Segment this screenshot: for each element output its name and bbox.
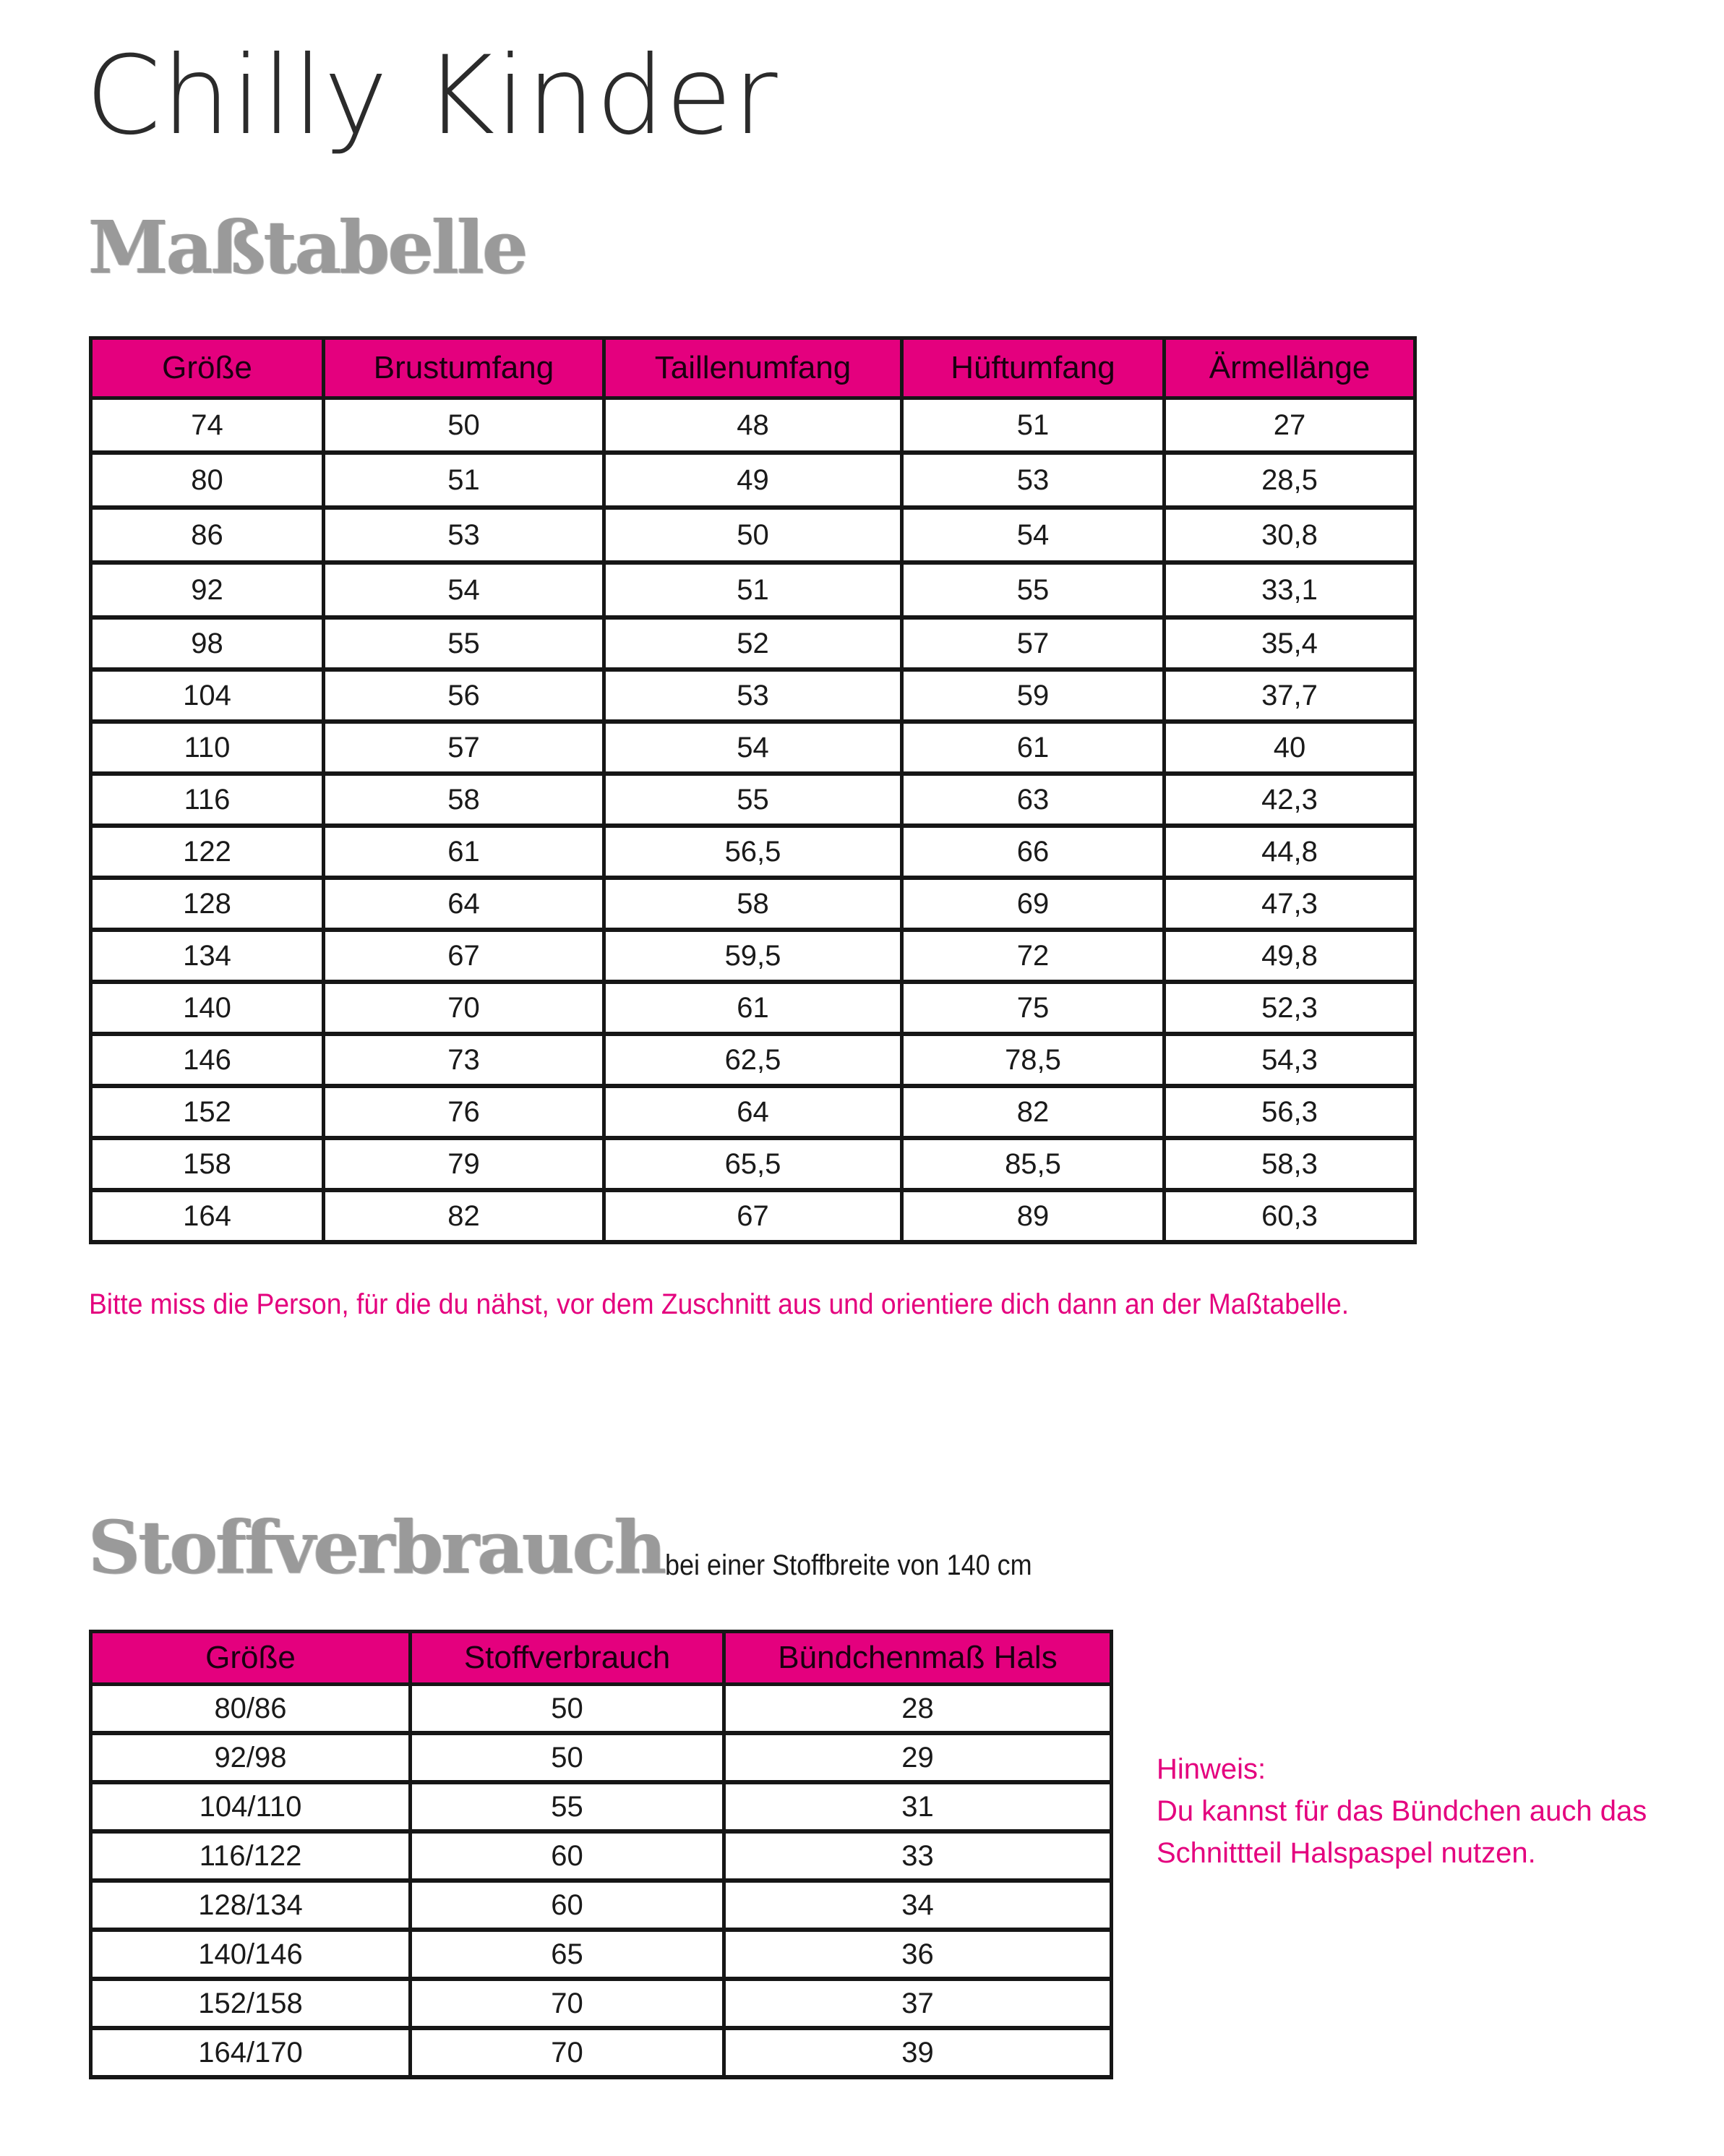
document-title: Chilly Kinder <box>85 33 779 159</box>
cell-stoffverbrauch: 65 <box>411 1930 724 1979</box>
table-row <box>91 508 1415 562</box>
column-header-stoffverbrauch: Stoffverbrauch <box>411 1632 724 1685</box>
cell-hueftumfang: 61 <box>902 722 1165 774</box>
hint-label: Hinweis: <box>1157 1753 1266 1785</box>
cell-groesse: 92 <box>91 562 324 617</box>
cell-brustumfang: 53 <box>324 508 604 562</box>
cell-stoffverbrauch: 50 <box>411 1685 724 1734</box>
cell-hueftumfang: 89 <box>902 1190 1165 1242</box>
cell-groesse: 140/146 <box>91 1930 411 1979</box>
cell-groesse: 98 <box>91 617 324 670</box>
cell-taillenumfang: 62,5 <box>604 1034 902 1086</box>
size-chart-header-row <box>91 338 1415 398</box>
cell-stoffverbrauch: 70 <box>411 2028 724 2077</box>
cell-buendchenmass-hals: 29 <box>724 1733 1112 1782</box>
table-row <box>91 1685 1112 1734</box>
cell-brustumfang: 51 <box>324 453 604 508</box>
cell-groesse: 116/122 <box>91 1831 411 1881</box>
column-header-taillenumfang: Taillenumfang <box>604 338 902 398</box>
fabric-width-subheading: bei einer Stoffbreite von 140 cm <box>665 1549 1032 1581</box>
cell-brustumfang: 73 <box>324 1034 604 1086</box>
table-row <box>91 1733 1112 1782</box>
cell-stoffverbrauch: 55 <box>411 1782 724 1831</box>
cell-taillenumfang: 54 <box>604 722 902 774</box>
table-row <box>91 1138 1415 1190</box>
cell-stoffverbrauch: 60 <box>411 1881 724 1930</box>
cell-hueftumfang: 72 <box>902 930 1165 982</box>
cell-brustumfang: 61 <box>324 826 604 878</box>
cell-aermellaenge: 30,8 <box>1165 508 1415 562</box>
table-row <box>91 1930 1112 1979</box>
cell-brustumfang: 64 <box>324 878 604 930</box>
cell-taillenumfang: 48 <box>604 398 902 453</box>
cell-brustumfang: 58 <box>324 774 604 826</box>
table-row <box>91 826 1415 878</box>
column-header-groesse: Größe <box>91 1632 411 1685</box>
cell-stoffverbrauch: 60 <box>411 1831 724 1881</box>
column-header-brustumfang: Brustumfang <box>324 338 604 398</box>
cell-taillenumfang: 55 <box>604 774 902 826</box>
hint-line: Du kannst für das Bündchen auch das <box>1157 1795 1647 1827</box>
cell-taillenumfang: 59,5 <box>604 930 902 982</box>
cell-groesse: 152/158 <box>91 1979 411 2028</box>
table-row <box>91 1034 1415 1086</box>
table-row <box>91 2028 1112 2077</box>
cell-aermellaenge: 60,3 <box>1165 1190 1415 1242</box>
cell-hueftumfang: 82 <box>902 1086 1165 1138</box>
cell-aermellaenge: 28,5 <box>1165 453 1415 508</box>
cell-aermellaenge: 49,8 <box>1165 930 1415 982</box>
table-row <box>91 1086 1415 1138</box>
table-row <box>91 1979 1112 2028</box>
fabric-usage-heading: Stoffverbrauch <box>88 1505 665 1590</box>
cell-hueftumfang: 51 <box>902 398 1165 453</box>
column-header-buendchenmass-hals: Bündchenmaß Hals <box>724 1632 1112 1685</box>
cell-groesse: 164 <box>91 1190 324 1242</box>
cell-stoffverbrauch: 50 <box>411 1733 724 1782</box>
cell-aermellaenge: 33,1 <box>1165 562 1415 617</box>
cell-buendchenmass-hals: 34 <box>724 1881 1112 1930</box>
cell-taillenumfang: 65,5 <box>604 1138 902 1190</box>
cell-groesse: 92/98 <box>91 1733 411 1782</box>
cell-aermellaenge: 40 <box>1165 722 1415 774</box>
cell-aermellaenge: 47,3 <box>1165 878 1415 930</box>
column-header-aermellaenge: Ärmellänge <box>1165 338 1415 398</box>
cell-groesse: 110 <box>91 722 324 774</box>
cell-stoffverbrauch: 70 <box>411 1979 724 2028</box>
cell-hueftumfang: 55 <box>902 562 1165 617</box>
table-row <box>91 1782 1112 1831</box>
cell-hueftumfang: 85,5 <box>902 1138 1165 1190</box>
cell-hueftumfang: 54 <box>902 508 1165 562</box>
size-chart-table <box>89 336 1417 1244</box>
cell-aermellaenge: 52,3 <box>1165 982 1415 1034</box>
cell-groesse: 80/86 <box>91 1685 411 1734</box>
cell-brustumfang: 82 <box>324 1190 604 1242</box>
cell-groesse: 116 <box>91 774 324 826</box>
cell-groesse: 158 <box>91 1138 324 1190</box>
table-row <box>91 398 1415 453</box>
table-row <box>91 1881 1112 1930</box>
cell-taillenumfang: 61 <box>604 982 902 1034</box>
cell-hueftumfang: 75 <box>902 982 1165 1034</box>
cell-buendchenmass-hals: 39 <box>724 2028 1112 2077</box>
cell-buendchenmass-hals: 28 <box>724 1685 1112 1734</box>
measure-instruction-note: Bitte miss die Person, für die du nähst, vor dem Zuschnitt aus und orientiere dich dann an der Maßtabelle. <box>89 1288 1350 1320</box>
cell-taillenumfang: 50 <box>604 508 902 562</box>
cell-buendchenmass-hals: 33 <box>724 1831 1112 1881</box>
cell-taillenumfang: 49 <box>604 453 902 508</box>
cell-buendchenmass-hals: 37 <box>724 1979 1112 2028</box>
cell-groesse: 122 <box>91 826 324 878</box>
cell-brustumfang: 76 <box>324 1086 604 1138</box>
cell-taillenumfang: 51 <box>604 562 902 617</box>
cell-taillenumfang: 53 <box>604 670 902 722</box>
hint-note <box>1157 1748 1647 1874</box>
cell-taillenumfang: 52 <box>604 617 902 670</box>
hint-line: Schnittteil Halspaspel nutzen. <box>1157 1837 1536 1869</box>
cell-taillenumfang: 56,5 <box>604 826 902 878</box>
cell-groesse: 104/110 <box>91 1782 411 1831</box>
cell-buendchenmass-hals: 31 <box>724 1782 1112 1831</box>
cell-taillenumfang: 64 <box>604 1086 902 1138</box>
cell-aermellaenge: 35,4 <box>1165 617 1415 670</box>
cell-hueftumfang: 53 <box>902 453 1165 508</box>
fabric-usage-header-row <box>91 1632 1112 1685</box>
cell-groesse: 164/170 <box>91 2028 411 2077</box>
cell-hueftumfang: 57 <box>902 617 1165 670</box>
cell-groesse: 134 <box>91 930 324 982</box>
cell-aermellaenge: 56,3 <box>1165 1086 1415 1138</box>
column-header-groesse: Größe <box>91 338 324 398</box>
cell-groesse: 152 <box>91 1086 324 1138</box>
cell-groesse: 104 <box>91 670 324 722</box>
table-row <box>91 774 1415 826</box>
cell-groesse: 80 <box>91 453 324 508</box>
cell-aermellaenge: 58,3 <box>1165 1138 1415 1190</box>
table-row <box>91 1190 1415 1242</box>
cell-aermellaenge: 37,7 <box>1165 670 1415 722</box>
cell-brustumfang: 54 <box>324 562 604 617</box>
table-row <box>91 878 1415 930</box>
size-chart-heading: Maßtabelle <box>88 205 526 290</box>
cell-groesse: 128/134 <box>91 1881 411 1930</box>
cell-aermellaenge: 44,8 <box>1165 826 1415 878</box>
fabric-usage-table <box>89 1630 1113 2079</box>
table-row <box>91 562 1415 617</box>
cell-taillenumfang: 58 <box>604 878 902 930</box>
cell-brustumfang: 57 <box>324 722 604 774</box>
cell-hueftumfang: 69 <box>902 878 1165 930</box>
table-row <box>91 670 1415 722</box>
cell-groesse: 74 <box>91 398 324 453</box>
cell-hueftumfang: 63 <box>902 774 1165 826</box>
table-row <box>91 453 1415 508</box>
cell-brustumfang: 70 <box>324 982 604 1034</box>
table-row <box>91 930 1415 982</box>
cell-brustumfang: 55 <box>324 617 604 670</box>
cell-groesse: 128 <box>91 878 324 930</box>
cell-brustumfang: 50 <box>324 398 604 453</box>
cell-groesse: 146 <box>91 1034 324 1086</box>
cell-brustumfang: 67 <box>324 930 604 982</box>
cell-aermellaenge: 54,3 <box>1165 1034 1415 1086</box>
column-header-hueftumfang: Hüftumfang <box>902 338 1165 398</box>
cell-hueftumfang: 59 <box>902 670 1165 722</box>
cell-hueftumfang: 66 <box>902 826 1165 878</box>
cell-groesse: 140 <box>91 982 324 1034</box>
table-row <box>91 982 1415 1034</box>
cell-aermellaenge: 42,3 <box>1165 774 1415 826</box>
cell-aermellaenge: 27 <box>1165 398 1415 453</box>
cell-taillenumfang: 67 <box>604 1190 902 1242</box>
cell-brustumfang: 56 <box>324 670 604 722</box>
cell-buendchenmass-hals: 36 <box>724 1930 1112 1979</box>
cell-groesse: 86 <box>91 508 324 562</box>
table-row <box>91 1831 1112 1881</box>
table-row <box>91 617 1415 670</box>
cell-hueftumfang: 78,5 <box>902 1034 1165 1086</box>
cell-brustumfang: 79 <box>324 1138 604 1190</box>
table-row <box>91 722 1415 774</box>
